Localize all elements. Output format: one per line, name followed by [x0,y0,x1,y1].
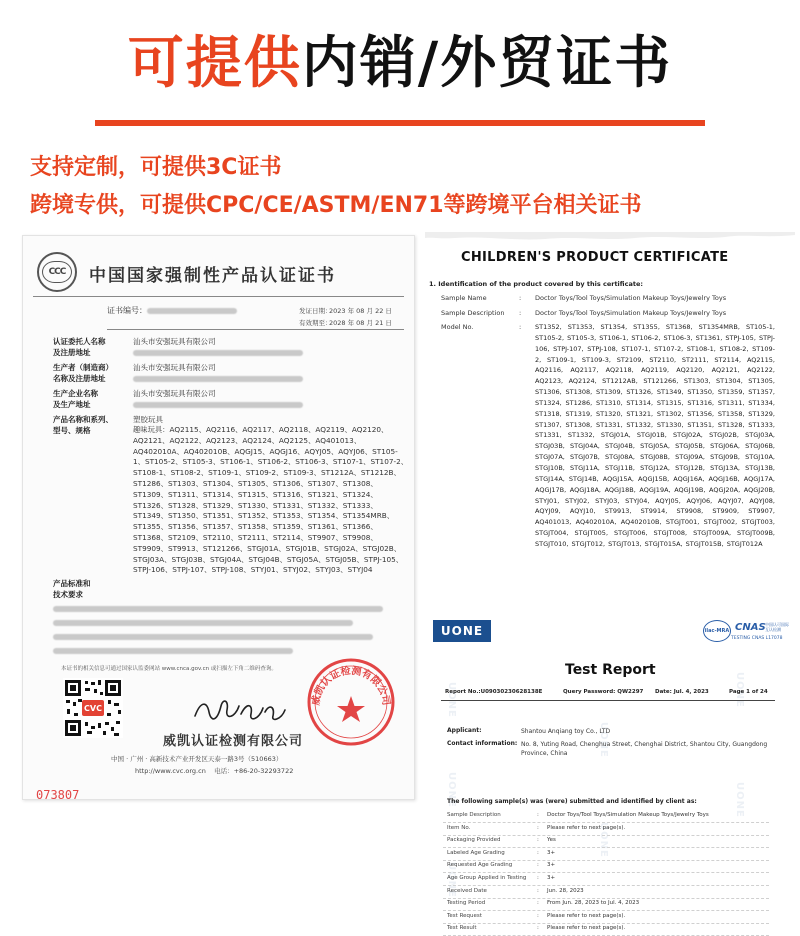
ccc-title: 中国国家强制性产品认证证书 [89,266,336,286]
sample-info-colon: : [537,912,539,919]
headline [0,28,800,100]
sample-section-heading: The following sample(s) was (were) submitted and identified by client as: [447,798,697,805]
subtitle-cross-border: 跨境专供，可提供CPC/CE/ASTM/EN71等跨境平台相关证书 [30,193,642,218]
watermark: UONE [446,772,457,808]
sample-info-colon: : [537,875,539,881]
cpc-sample-desc: Doctor Toys/Tool Toys/Simulation Makeup Toys/Jewelry Toys [535,309,727,317]
test-report [425,662,795,932]
watermark: UONE [446,862,457,898]
sample-info-colon: : [537,862,539,869]
row-divider [443,835,769,836]
sample-info-value: 3+ [547,862,556,869]
sample-info-value: Please refer to next page(s). [547,824,626,831]
sample-info-value: From Jun. 28, 2023 to Jul. 4, 2023 [547,900,640,907]
headline-rest: 内销/外贸证书 [301,31,673,96]
row-divider [443,885,769,886]
ccc-issuer: 威凯认证检测有限公司 [163,734,304,749]
sample-info-label: Sample Description [447,812,501,818]
row-divider [443,860,769,861]
uone-logo: UONE [433,620,491,642]
issue-date-label: 发证日期： [299,307,332,315]
sample-info-value: Yes [547,837,556,844]
signature-icon [189,692,289,728]
sample-info-label: Requested Age Grading [447,862,513,869]
ccc-certificate [22,235,415,800]
producer-label: 生产者（制造商） 名称及注册地址 [53,363,113,383]
sample-info-label: Age Group Applied in Testing [447,875,527,881]
row-divider [443,910,769,911]
producer-address-blurred [133,376,303,382]
client-label: 认证委托人名称 及注册地址 [53,337,106,357]
sample-info-colon: : [537,900,539,907]
sample-info-label: Packaging Provided [447,837,501,844]
row-divider [443,898,769,899]
watermark: UONE [598,722,609,758]
childrens-product-certificate [425,232,795,660]
sample-info-colon: : [537,824,539,831]
contact-label: Contact information: [447,740,518,747]
sample-info-colon: : [537,849,539,856]
cpc-title: CHILDREN'S PRODUCT CERTIFICATE [461,250,729,265]
cnas-subtitle: 中国认可国际互认检测 [765,622,789,632]
watermark: UONE [598,822,609,858]
expiry-date-label: 有效期至： [299,319,332,327]
product-name: 塑胶玩具 [133,415,163,424]
sample-info-label: Testing Period [447,900,486,907]
cert-number-blurred [147,308,237,314]
header-divider [95,120,705,126]
cpc-sample-name: Doctor Toys/Tool Toys/Simulation Makeup Toys/Jewelry Toys [535,294,727,302]
sample-info-label: Received Date [447,887,487,894]
applicant-value: Shantou Anqiang toy Co., LTD [521,728,611,735]
sample-info-value: Doctor Toys/Tool Toys/Simulation Makeup Toys/Jewelry Toys [547,812,709,818]
sample-info-label: Test Request [447,912,482,919]
ccc-header-rule [107,329,404,330]
expiry-date: 2028 年 08 月 21 日 [329,319,392,327]
sample-info-label: Item No. [447,824,471,831]
report-rule [441,700,775,701]
watermark: UONE [734,782,745,818]
cert-number-label: 证书编号： [107,305,237,316]
report-number: Report No.:U09030230628138E [445,689,543,695]
watermark: UONE [446,682,457,718]
sample-info-label: Labeled Age Grading [447,849,505,856]
sample-info-value: Please refer to next page(s). [547,925,626,932]
standard-label: 产品标准和 技术要求 [53,579,91,599]
cpc-section-heading: 1. Identification of the product covered by this certificate: [429,280,643,288]
cpc-sample-name-label: Sample Name [441,294,487,302]
cpc-model-list: ST1352, ST1353, ST1354, ST1355, ST1368, ST1354MRB, ST105-1, ST105-2, ST105-3, ST106-1, ST106-2, ST106-3, ST1361, STPJ-105, STPJ-106, STPJ-107, STPJ-108, ST107-1, ST107-2, ST108-1, ST108-2, ST109-2, ST109-1, ST109-3, ST2109, ST2110, ST2111, ST2114, AQ2115, AQ2116, AQ2117, AQ2118, AQ2119, AQ2120, AQ2121, AQ2122, AQ2123, AQ2124, ST1212AB, ST121266, ST1303, ST1304, ST1305, ST1306, ST1308, ST1309, ST1326, ST1349, ST1350, ST1359, ST1357, ST1324, ST1286, ST1310, ST1314, ST1315, ST1316, ST1311, ST1334, ST1318, ST1319, ST1320, ST1321, ST1302, ST1356, ST1358, ST1329, ST1307, ST1308, ST1331, ST1332, ST1330, ST1351, ST1328, ST1333, ST1331, ST1332, STGJ01A, STGJ01B, STGJ02A, STGJ02B, STGJ03A, STGJ03B, STGJ04A, STGJ04B, STGJ05A, STGJ05B, STGJ06A, STGJ06B, STGJ07A, STGJ07B, STGJ08A, STGJ08B, STGJ09A, STGJ09B, STGJ10A, STGJ10B, STGJ11A, STGJ11B, STGJ12A, STGJ12B, STGJ13A, STGJ13B, STGJ14A, STGJ14B, AQGJ15A, AQGJ15B, AQGJ16A, AQGJ16B, AQGJ17A, AQGJ17B, AQGJ18A, AQGJ18B, AQGJ19A, AQGJ19B, AQGJ20A, AQGJ20B, STYJ01, STYJ02, STYJ03, STYJ04, AQYJ05, AQYJ06, AQYJ07, AQYJ08, AQYJ09, AQYJ10, ST9913, ST9914, ST9908, ST9909, ST9907, AQ401013, AQ402010A, AQ402010B, STGJT001, STGJT002, STGJT003, STGJT004, STGJT005, STGJT006, STGJT008, STGJT009A, STGJT009B, STGJT010, STGJT012, STGJT013, STGJT015A, STGJT015B, STGJT012A [535,323,775,548]
factory-address-blurred [133,402,303,408]
report-page: Page 1 of 24 [729,689,768,695]
cpc-colon: : [519,323,522,331]
cpc-colon: : [519,294,522,302]
sample-info-colon: : [537,887,539,894]
row-divider [443,822,769,823]
torn-edge-icon [425,232,795,244]
ccc-issuer-address: 中国 · 广州 · 高新技术产业开发区天泰一路3号（510663） [111,755,283,763]
row-divider [443,923,769,924]
cnas-logo: CNAS [735,622,766,633]
subtitle-3c: 支持定制，可提供3C证书 [30,155,282,180]
applicant-label: Applicant: [447,727,482,734]
factory-label: 生产企业名称 及生产地址 [53,389,98,409]
sample-info-value: 3+ [547,875,556,881]
producer-value: 汕头市安强玩具有限公司 [133,362,303,384]
ccc-logo-icon: CCC [37,252,77,292]
ilac-mra-logo-icon: ilac-MRA [703,620,731,642]
sample-info-label: Test Result [447,925,477,932]
query-password: Query Password: QW2297 [563,689,644,695]
cpc-sample-desc-label: Sample Description [441,309,505,317]
company-seal-icon [305,656,397,748]
svg-text:CVC: CVC [84,704,102,713]
qr-code-icon [63,678,123,738]
ccc-issuer-contact: http://www.cvc.org.cn 电话：+86-20-32293722 [135,767,294,775]
product-label: 产品名称和系列、 型号、规格 [53,415,113,435]
row-divider [443,872,769,873]
serial-number: 073807 [36,788,80,802]
cpc-colon: : [519,309,522,317]
sample-info-value: Jun. 28, 2023 [547,887,584,894]
sample-info-value: Please refer to next page(s). [547,912,626,919]
svg-text:威凯认证检测有限公司: 威凯认证检测有限公司 [310,665,392,707]
row-divider [443,847,769,848]
issue-date: 2023 年 08 月 22 日 [329,307,392,315]
ccc-blurred-body [53,606,393,654]
client-address-blurred [133,350,303,356]
sample-info-value: 3+ [547,849,556,856]
client-value: 汕头市安强玩具有限公司 [133,336,303,358]
sample-info-colon: : [537,837,539,844]
ccc-footnote: 本证书的相关信息可通过国家认监委网站 www.cnca.gov.cn 或扫描左下角二维码查询。 [61,666,277,672]
ccc-title-rule [33,296,404,297]
ccc-model-list: 趣味玩具：AQ2115、AQ2116、AQ2117、AQ2118、AQ2119、AQ2120、AQ2121、AQ2122、AQ2123、AQ2124、AQ2125、AQ401013、AQ402010A、AQ402010B、AQGJ15、AQGJ16、AQYJ05、AQYJ06、ST105-1、ST105-2、ST105-3、ST106-1、ST106-2、ST106-3、ST107-1、ST107-2、ST108-1、ST108-2、ST109-1、ST109-2、ST109-3、ST1212A、ST1212B、ST1286、ST1303、ST1304、ST1305、ST1306、ST1307、ST1308、ST1309、ST1311、ST1314、ST1315、ST1316、ST1321、ST1324、ST1326、ST1328、ST1329、ST1330、ST1331、ST1332、ST1333、ST1349、ST1350、ST1351、ST1352、ST1353、ST1354、ST1354MRB、ST1355、ST1356、ST1357、ST1358、ST1359、ST1361、ST1366、ST1368、ST2109、ST2110、ST2111、ST2114、ST9907、ST9908、ST9909、ST9913、ST121266、STGJ01A、STGJ01B、STGJ02A、STGJ02B、STGJ03A、STGJ03B、STGJ04A、STGJ04B、STGJ05A、STGJ05B、STPJ-105、STPJ-106、STPJ-107、STPJ-108、STYJ01、STYJ02、STYJ03、STYJ04 [133,425,409,575]
cnas-code: TESTING CNAS L17078 [731,636,783,641]
sample-info-colon: : [537,812,539,818]
report-date: Date: Jul. 4, 2023 [655,689,709,695]
factory-value: 汕头市安强玩具有限公司 [133,388,303,410]
sample-info-colon: : [537,925,539,932]
contact-value: No. 8, Yuting Road, Chenghua Street, Chenghai District, Shantou City, Guangdong Province, China [521,741,768,757]
cpc-model-label: Model No. [441,323,474,331]
headline-highlight: 可提供 [127,31,302,96]
watermark: UONE [734,672,745,708]
test-report-title: Test Report [565,662,656,678]
